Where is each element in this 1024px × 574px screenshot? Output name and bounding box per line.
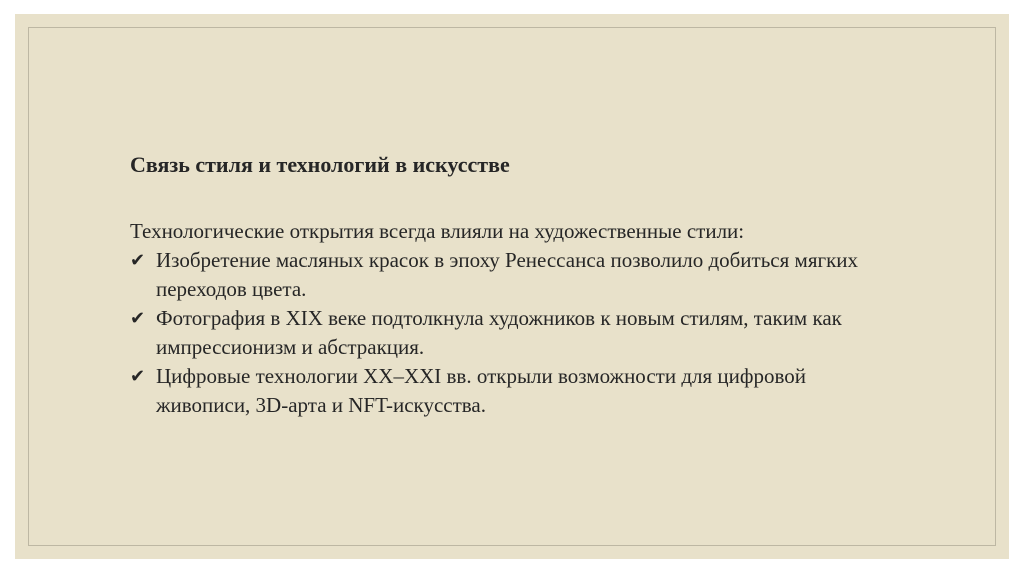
- bullet-list: [130, 246, 890, 420]
- slide-intro: Технологические открытия всегда влияли на художественные стили:: [130, 219, 745, 243]
- bullet-text: Изобретение масляных красок в эпоху Ренессанса позволило добиться мягких переходов цвета.: [156, 248, 859, 301]
- bullet-text: Цифровые технологии XX–XXI вв. открыли возможности для цифровой живописи, 3D-арта и NFT-искусства.: [156, 364, 806, 417]
- bullet-text: Фотография в XIX веке подтолкнула художников к новым стилям, таким как импрессионизм и абстракция.: [156, 306, 842, 359]
- bullet-item: [130, 246, 890, 304]
- bullet-item: [130, 362, 890, 420]
- slide-heading: Связь стиля и технологий в искусстве: [130, 152, 510, 177]
- check-mark-icon: ✔: [130, 250, 146, 271]
- slide-content: [130, 150, 890, 420]
- bullet-item: [130, 304, 890, 362]
- check-mark-icon: ✔: [130, 308, 146, 329]
- check-mark-icon: ✔: [130, 366, 146, 387]
